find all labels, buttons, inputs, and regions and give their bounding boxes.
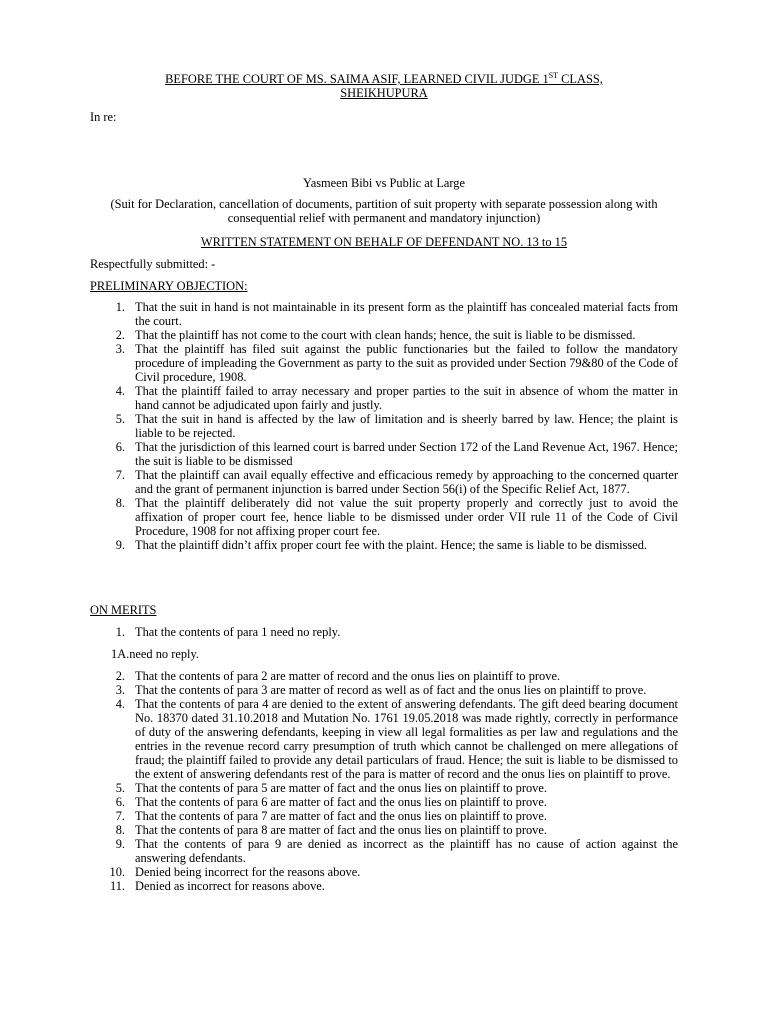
- item-text: Denied being incorrect for the reasons above.: [135, 865, 361, 879]
- item-text: That the plaintiff deliberately did not value the suit property properly and correctly just to avoid the affixation of proper court fee, hence liable to be dismissed under order VII rule 11 of the Code of Civil Procedure, 1908 for not affixing proper court fee.: [135, 496, 678, 538]
- item-text: That the contents of para 8 are matter of fact and the onus lies on plaintiff to prove.: [135, 823, 547, 837]
- court-heading: [90, 72, 678, 100]
- item-text: That the contents of para 9 are denied as incorrect as the plaintiff has no cause of action against the answering defendants.: [135, 837, 678, 865]
- list-item: [90, 300, 678, 328]
- list-item: [90, 538, 678, 552]
- item-number: 8.: [115, 823, 125, 837]
- item-number: 7.: [115, 468, 125, 482]
- item-number: 1.: [115, 625, 125, 639]
- item-number: 4.: [115, 697, 125, 711]
- item-number: 2.: [115, 669, 125, 683]
- in-re-label: In re:: [90, 110, 117, 124]
- written-statement-heading: WRITTEN STATEMENT ON BEHALF OF DEFENDANT NO. 13 to 15: [200, 235, 568, 249]
- respectfully-submitted: Respectfully submitted: -: [90, 257, 216, 271]
- item-number: 5.: [115, 781, 125, 795]
- item-text: That the plaintiff can avail equally effective and efficacious remedy by approaching to the concerned quarter and the grant of permanent injunction is barred under Section 56(i) of the Specific Relief Act, 1877.: [135, 468, 678, 496]
- item-text: That the suit in hand is not maintainable in its present form as the plaintiff has concealed material facts from the court.: [135, 300, 678, 328]
- merits-list: [90, 669, 678, 893]
- item-text: Denied as incorrect for reasons above.: [135, 879, 325, 893]
- item-number: 6.: [115, 440, 125, 454]
- merits-1a-paragraph: 1A.need no reply.: [111, 647, 199, 661]
- list-item: [90, 669, 678, 683]
- item-text: That the contents of para 6 are matter of fact and the onus lies on plaintiff to prove.: [135, 795, 547, 809]
- item-text: That the contents of para 3 are matter of record as well as of fact and the onus lies on plaintiff to prove.: [135, 683, 647, 697]
- preliminary-objection-list: [90, 300, 678, 552]
- item-text: That the contents of para 7 are matter of fact and the onus lies on plaintiff to prove.: [135, 809, 547, 823]
- list-item: [90, 879, 678, 893]
- merits-first-list: [90, 625, 678, 639]
- item-number: 2.: [115, 328, 125, 342]
- item-text: That the contents of para 2 are matter of record and the onus lies on plaintiff to prove.: [135, 669, 561, 683]
- item-number: 6.: [115, 795, 125, 809]
- list-item: [90, 837, 678, 865]
- on-merits-heading: ON MERITS: [90, 603, 157, 617]
- list-item: [90, 440, 678, 468]
- preliminary-heading-text: PRELIMINARY OBJECTION: [90, 279, 245, 293]
- list-item: [90, 823, 678, 837]
- list-item: [90, 809, 678, 823]
- list-item: [90, 697, 678, 781]
- item-text: That the plaintiff has not come to the court with clean hands; hence, the suit is liable to be dismissed.: [135, 328, 636, 342]
- item-number: 11.: [109, 879, 125, 893]
- item-text: That the plaintiff didn’t affix proper court fee with the plaint. Hence; the same is liable to be dismissed.: [135, 538, 648, 552]
- list-item: [90, 781, 678, 795]
- list-item: [90, 384, 678, 412]
- preliminary-heading-colon: :: [244, 279, 248, 293]
- item-number: 8.: [115, 496, 125, 510]
- item-number: 1.: [115, 300, 125, 314]
- court-line: BEFORE THE COURT OF MS. SAIMA ASIF, LEARNED CIVIL JUDGE 1: [165, 72, 549, 86]
- item-number: 9.: [115, 538, 125, 552]
- suit-description: (Suit for Declaration, cancellation of documents, partition of suit property with separate possession along with consequential relief with permanent and mandatory injunction): [110, 197, 658, 225]
- preliminary-objection-heading: [90, 279, 248, 293]
- item-number: 5.: [115, 412, 125, 426]
- item-text: That the contents of para 5 are matter of fact and the onus lies on plaintiff to prove.: [135, 781, 547, 795]
- list-item: [90, 795, 678, 809]
- item-text: That the contents of para 1 need no reply.: [135, 625, 341, 639]
- list-item: [90, 412, 678, 440]
- item-number: 3.: [115, 683, 125, 697]
- list-item: [90, 496, 678, 538]
- list-item: [90, 468, 678, 496]
- item-text: That the plaintiff has filed suit against the public functionaries but the failed to follow the mandatory procedure of impleading the Government as party to the suit as provided under Section 79&80 of the Code of Civil procedure, 1908.: [135, 342, 678, 384]
- list-item: [90, 328, 678, 342]
- court-line-superscript: ST: [548, 71, 559, 80]
- item-text: That the contents of para 4 are denied to the extent of answering defendants. The gift deed bearing document No. 18370 dated 31.10.2018 and Mutation No. 1761 19.05.2018 was made rightly, correctly in performance of duty of the answering defendants, keeping in view all legal formalities as per law and regulations and the entries in the revenue record carry presumption of truth which cannot be challenged on mere allegations of fraud; the plaintiff failed to provide any detail particulars of fraud. Hence; the suit is liable to be dismissed to the extent of answering defendants rest of the para is matter of record and the onus lies on plaintiff to prove.: [135, 697, 678, 781]
- list-item: [90, 625, 678, 639]
- item-text: That the suit in hand is affected by the law of limitation and is sheerly barred by law. Hence; the plaint is liable to be rejected.: [135, 412, 678, 440]
- item-text: That the jurisdiction of this learned court is barred under Section 172 of the Land Revenue Act, 1967. Hence; the suit is liable to be dismissed: [135, 440, 678, 468]
- item-number: 4.: [115, 384, 125, 398]
- list-item: [90, 342, 678, 384]
- item-number: 9.: [115, 837, 125, 851]
- item-number: 10.: [109, 865, 125, 879]
- court-line-suffix: CLASS,: [558, 72, 603, 86]
- list-item: [90, 865, 678, 879]
- item-number: 7.: [115, 809, 125, 823]
- case-title: Yasmeen Bibi vs Public at Large: [303, 176, 465, 190]
- court-place: SHEIKHUPURA: [340, 86, 428, 100]
- list-item: [90, 683, 678, 697]
- item-text: That the plaintiff failed to array necessary and proper parties to the suit in absence of whom the matter in hand cannot be adjudicated upon fairly and justly.: [135, 384, 678, 412]
- item-number: 3.: [115, 342, 125, 356]
